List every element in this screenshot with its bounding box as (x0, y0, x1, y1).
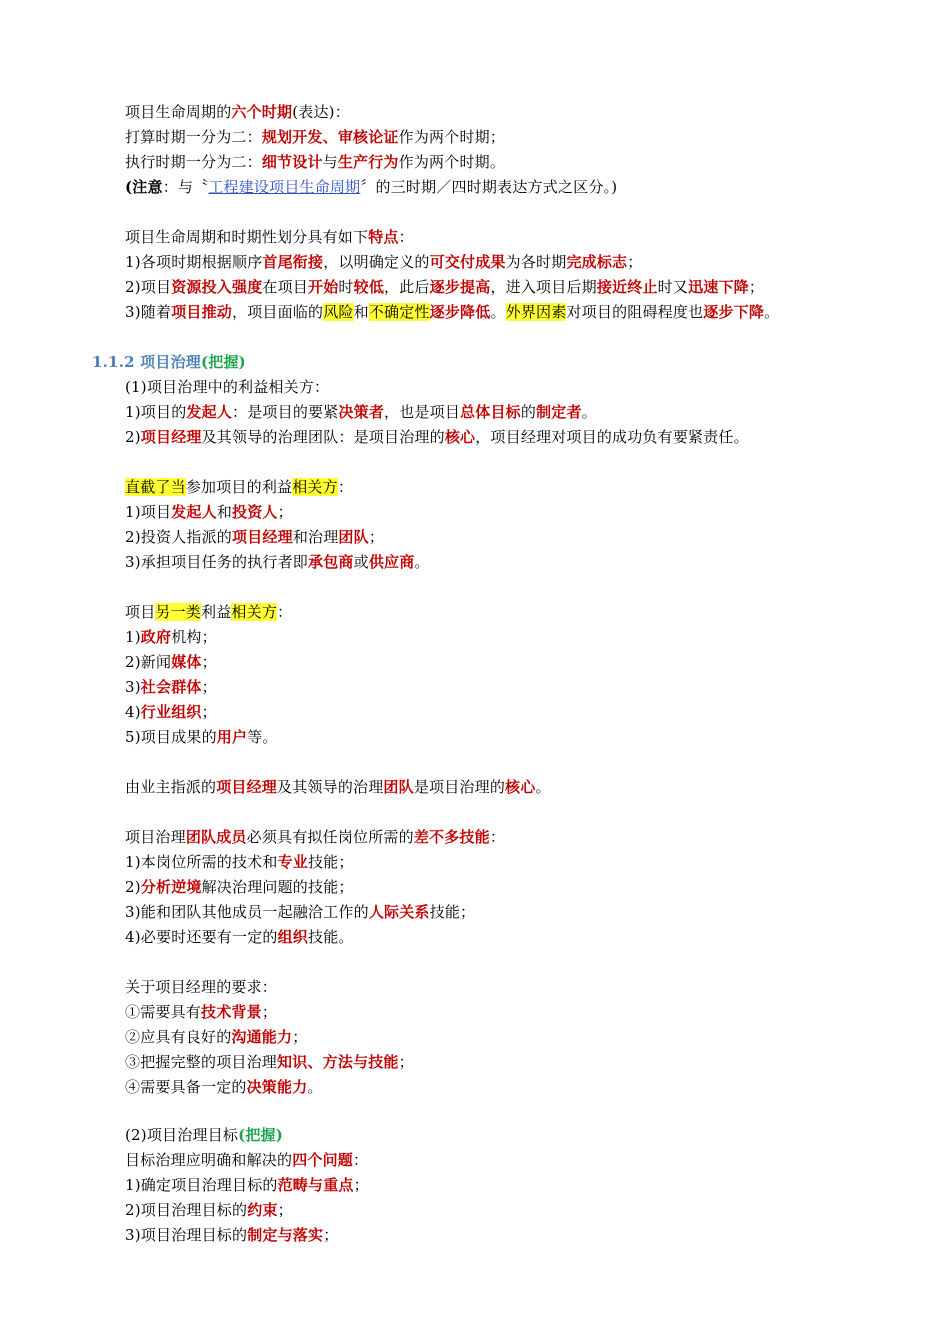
text-line (125, 1027, 307, 1047)
highlighted-text: 外界因素 (505, 303, 567, 321)
text-segment: ； (201, 703, 217, 721)
emphasis-text: 约束 (247, 1201, 278, 1219)
text-segment: 对项目的阻碍程度也 (566, 303, 704, 321)
text-line (125, 1225, 338, 1245)
text-segment: 解决治理问题的技能； (201, 878, 354, 896)
text-segment: ； (201, 678, 217, 696)
emphasis-text: 分析逆境 (140, 878, 202, 896)
text-segment: ，项目面临的 (232, 303, 324, 321)
emphasis-text: 项目经理 (140, 428, 202, 446)
link-text[interactable]: 工程建设项目生命周期 (208, 178, 361, 196)
emphasis-text: 完成标志 (566, 253, 628, 271)
text-segment: 和 (353, 303, 369, 321)
text-segment: ； (368, 528, 385, 546)
text-segment: 的 (520, 403, 537, 421)
text-line (125, 227, 414, 247)
highlighted-text: 另一类 (155, 603, 202, 621)
emphasis-text: 决策能力 (246, 1078, 308, 1096)
emphasis-text: 逐步提高 (429, 278, 491, 296)
text-segment: 技能； (308, 853, 354, 871)
emphasis-text: 供应商 (368, 553, 415, 571)
text-line (125, 652, 217, 672)
text-segment: 和治理 (292, 528, 339, 546)
highlighted-text: 风险 (323, 303, 354, 321)
text-segment: 1) (125, 628, 141, 646)
text-line (125, 852, 354, 872)
emphasis-text: 媒体 (171, 653, 202, 671)
text-segment: 。 (581, 403, 597, 421)
emphasis-text: 社会群体 (140, 678, 202, 696)
text-line (125, 127, 505, 147)
text-line (125, 902, 475, 922)
section-heading (92, 352, 246, 372)
text-segment: 在项目 (262, 278, 309, 296)
text-segment: 项目治理 (125, 828, 186, 846)
text-segment: 3)承担项目任务的执行者即 (125, 553, 308, 571)
text-segment: 等。 (247, 728, 278, 746)
text-segment: (1)项目治理中的利益相关方： (125, 378, 330, 396)
text-segment: ：是项目的要紧 (232, 403, 339, 421)
emphasis-text: 核心 (505, 778, 536, 796)
text-segment: 技能。 (308, 928, 354, 946)
text-segment: 技能； (429, 903, 476, 921)
text-line (125, 827, 505, 847)
text-segment: ： (337, 478, 354, 496)
text-segment: (2)项目治理目标 (125, 1126, 239, 1144)
text-segment: 由业主指派的 (125, 778, 217, 796)
text-line (125, 502, 293, 522)
highlighted-text: 直截了当 (125, 478, 186, 496)
text-line (125, 877, 354, 897)
text-segment: ④需要具备一定的 (125, 1078, 247, 1096)
text-segment: ：与〝 (162, 178, 209, 196)
emphasis-text: 四个问题 (292, 1151, 354, 1169)
text-line (125, 702, 217, 722)
emphasis-text: 接近终止 (596, 278, 658, 296)
emphasis-text: 生产行为 (337, 153, 399, 171)
text-segment: 利益 (201, 603, 232, 621)
text-line (125, 602, 292, 622)
text-segment: ； (201, 653, 217, 671)
emphasis-text: 核心 (444, 428, 476, 446)
text-segment: 和 (216, 503, 233, 521)
text-segment: 与 (322, 153, 338, 171)
text-line (125, 1125, 283, 1145)
text-segment: 时又 (657, 278, 689, 296)
text-line (125, 1052, 414, 1072)
text-segment: 及其领导的治理团队：是项目治理的 (201, 428, 445, 446)
emphasis-text: 组织 (277, 928, 309, 946)
text-segment: 执行时期一分为二： (125, 153, 262, 171)
text-line (125, 427, 749, 447)
emphasis-text: 六个时期 (231, 103, 293, 121)
emphasis-text: 团队 (383, 778, 414, 796)
text-segment: 关于项目经理的要求： (125, 978, 278, 996)
text-segment: 作为两个时期； (398, 128, 506, 146)
emphasis-text: 项目经理 (216, 778, 278, 796)
text-line (125, 1200, 293, 1220)
emphasis-text: 迅速下降 (688, 278, 749, 296)
text-segment: 〞的三时期／四时期表达方式之区分。) (360, 178, 618, 196)
text-line (125, 177, 617, 197)
text-segment: 2)项目 (125, 278, 172, 296)
emphasis-text: 资源投入强度 (171, 278, 263, 296)
text-segment: ，进入项目后期 (490, 278, 597, 296)
text-segment: 1)各项时期根据顺序 (125, 253, 263, 271)
emphasis-text: 制定者 (536, 403, 582, 421)
text-segment: ②应具有良好的 (125, 1028, 232, 1046)
emphasis-text: 逐步下降 (703, 303, 765, 321)
text-segment: 1)项目 (125, 503, 172, 521)
text-line (125, 402, 597, 422)
emphasis-text: 细节设计 (261, 153, 323, 171)
text-line (125, 527, 384, 547)
text-segment: (把握) (238, 1126, 284, 1144)
emphasis-text: 专业 (277, 853, 309, 871)
text-line (125, 627, 217, 647)
text-line (125, 302, 779, 322)
text-segment: 2)项目治理目标的 (125, 1201, 248, 1219)
text-segment: ； (277, 503, 293, 521)
text-segment: ，项目经理对项目的成功负有要紧责任。 (475, 428, 749, 446)
text-segment: 1)本岗位所需的技术和 (125, 853, 278, 871)
text-segment: 项目 (125, 603, 156, 621)
text-line (125, 277, 764, 297)
text-segment: 1)项目的 (125, 403, 187, 421)
emphasis-text: 发起人 (186, 403, 233, 421)
emphasis-text: 投资人 (232, 503, 278, 521)
text-segment: 及其领导的治理 (277, 778, 384, 796)
text-line (125, 1175, 369, 1195)
text-segment: 2) (125, 428, 141, 446)
text-segment: ，此后 (384, 278, 430, 296)
text-line (125, 252, 642, 272)
text-segment: 1)确定项目治理目标的 (125, 1176, 278, 1194)
emphasis-text: 开始 (308, 278, 339, 296)
text-segment: ，也是项目 (384, 403, 461, 421)
emphasis-text: 逐步降低 (429, 303, 491, 321)
emphasis-text: 行业组织 (140, 703, 202, 721)
text-segment: 2) (125, 878, 141, 896)
highlighted-text: 相关方 (231, 603, 278, 621)
emphasis-text: 沟通能力 (231, 1028, 293, 1046)
text-segment: ③把握完整的项目治理 (125, 1053, 278, 1071)
text-line (125, 727, 278, 747)
text-segment: 。 (414, 553, 430, 571)
text-line (125, 777, 551, 797)
text-segment: (表达)： (292, 103, 350, 121)
text-segment: 3)项目治理目标的 (125, 1226, 248, 1244)
text-segment: 4)必要时还要有一定的 (125, 928, 278, 946)
text-segment: 参加项目的利益 (185, 478, 293, 496)
emphasis-text: 制定与落实 (247, 1226, 324, 1244)
text-segment: ； (748, 278, 765, 296)
emphasis-text: 技术背景 (201, 1003, 262, 1021)
text-segment: 。 (535, 778, 551, 796)
text-line (125, 977, 277, 997)
emphasis-text: 范畴与重点 (277, 1176, 354, 1194)
text-segment: 或 (353, 553, 369, 571)
text-segment: ，以明确定义的 (323, 253, 430, 271)
text-segment: 1.1.2 项目治理 (92, 353, 201, 371)
emphasis-text: 人际关系 (368, 903, 430, 921)
text-segment: (把握) (200, 353, 246, 371)
emphasis-text: 可交付成果 (429, 253, 506, 271)
text-segment: ； (353, 1176, 369, 1194)
text-line (125, 1077, 323, 1097)
text-segment: ： (489, 828, 506, 846)
text-line (125, 677, 217, 697)
text-segment: 目标治理应明确和解决的 (125, 1151, 293, 1169)
emphasis-text: 审核论证 (337, 128, 399, 146)
text-segment: 是项目治理的 (413, 778, 506, 796)
emphasis-text: 决策者 (338, 403, 385, 421)
text-line (125, 377, 329, 397)
text-segment: 。 (307, 1078, 323, 1096)
text-segment: 项目生命周期和时期性划分具有如下 (125, 228, 369, 246)
text-line (125, 1002, 277, 1022)
text-segment: ； (277, 1201, 293, 1219)
text-segment: 3)随着 (125, 303, 172, 321)
emphasis-text: 团队成员 (185, 828, 247, 846)
emphasis-text: 承包商 (308, 553, 354, 571)
text-segment: ； (627, 253, 643, 271)
emphasis-text: 发起人 (171, 503, 217, 521)
highlighted-text: 不确定性 (368, 303, 430, 321)
text-segment: 3) (125, 678, 141, 696)
text-segment: 3)能和团队其他成员一起融洽工作的 (125, 903, 369, 921)
text-segment: 2)新闻 (125, 653, 172, 671)
text-segment: 机构； (171, 628, 217, 646)
text-line (125, 152, 505, 172)
text-segment: 时 (338, 278, 354, 296)
text-line (125, 1150, 368, 1170)
emphasis-text: 、 (322, 128, 338, 146)
emphasis-text: 首尾衔接 (262, 253, 324, 271)
text-segment: 5)项目成果的 (125, 728, 217, 746)
emphasis-text: 规划开发 (261, 128, 323, 146)
emphasis-text: 知识、方法与技能 (277, 1053, 399, 1071)
emphasis-text: 团队 (338, 528, 369, 546)
text-segment: 项目生命周期的 (125, 103, 232, 121)
emphasis-text: 政府 (140, 628, 172, 646)
text-segment: (注意 (125, 178, 163, 196)
emphasis-text: 特点 (368, 228, 399, 246)
text-segment: 为各时期 (505, 253, 567, 271)
text-segment: 。 (764, 303, 780, 321)
text-segment: ： (353, 1151, 369, 1169)
text-line (125, 102, 350, 122)
emphasis-text: 用户 (216, 728, 248, 746)
emphasis-text: 较低 (353, 278, 385, 296)
text-line (125, 477, 353, 497)
text-segment: 作为两个时期。 (398, 153, 506, 171)
text-segment: ： (398, 228, 414, 246)
emphasis-text: 差不多技能 (413, 828, 490, 846)
text-line (125, 552, 430, 572)
text-segment: 。 (490, 303, 506, 321)
text-segment: 打算时期一分为二： (125, 128, 262, 146)
emphasis-text: 项目经理 (232, 528, 293, 546)
text-segment: ； (292, 1028, 308, 1046)
text-segment: 2)投资人指派的 (125, 528, 232, 546)
text-segment: ； (398, 1053, 414, 1071)
emphasis-text: 项目推动 (171, 303, 233, 321)
text-segment: 必须具有拟任岗位所需的 (246, 828, 414, 846)
text-segment: ①需要具有 (125, 1003, 202, 1021)
emphasis-text: 总体目标 (460, 403, 521, 421)
text-segment: ： (277, 603, 293, 621)
text-segment: 4) (125, 703, 141, 721)
text-segment: ； (261, 1003, 278, 1021)
highlighted-text: 相关方 (292, 478, 338, 496)
text-segment: ； (323, 1226, 339, 1244)
text-line (125, 927, 354, 947)
